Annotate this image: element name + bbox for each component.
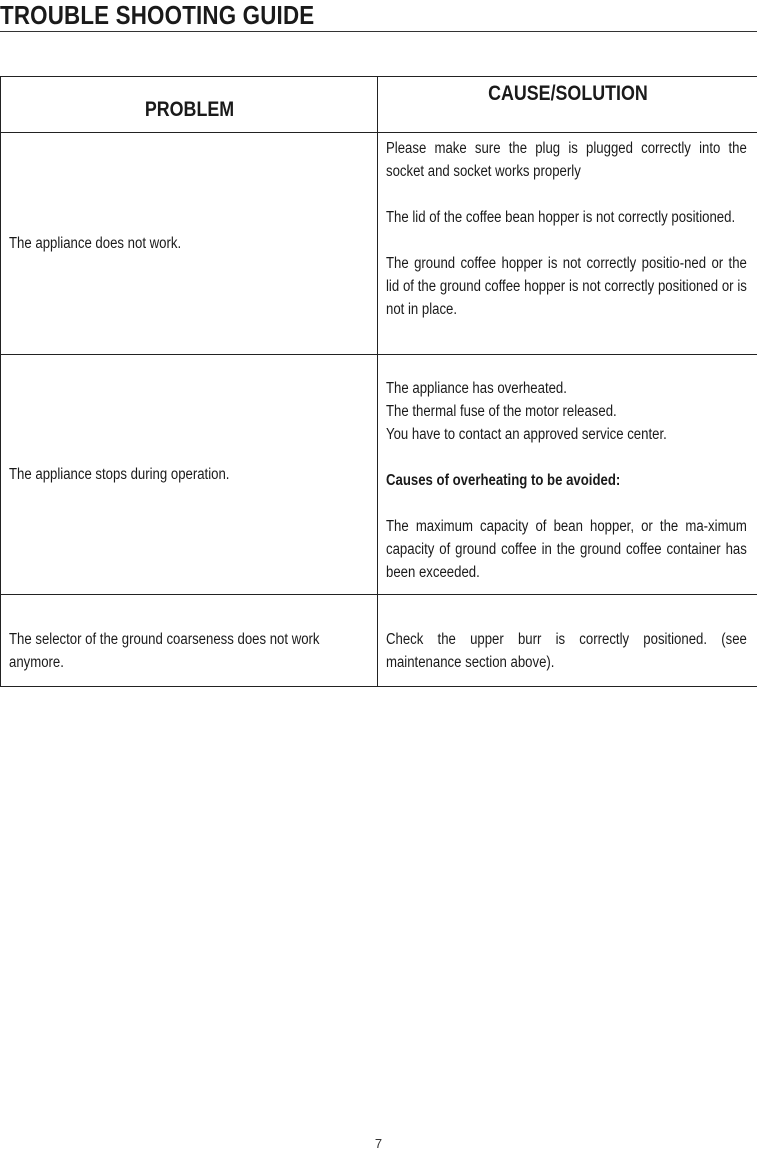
troubleshooting-table bbox=[0, 76, 757, 687]
problem-cell bbox=[1, 133, 378, 355]
causes-text: The maximum capacity of bean hopper, or the ma-ximum capacity of ground coffee in the ground coffee container has been exceeded. bbox=[386, 518, 747, 581]
header-cause-solution: CAUSE/SOLUTION bbox=[378, 77, 757, 133]
solution-text: Check the upper burr is correctly positioned. (see maintenance section above). bbox=[386, 631, 747, 671]
solution-line: You have to contact an approved service center. bbox=[386, 426, 667, 443]
page-number: 7 bbox=[374, 1136, 383, 1151]
problem-cell bbox=[1, 595, 378, 687]
solution-cell bbox=[378, 133, 757, 355]
table-row bbox=[1, 133, 757, 355]
solution-text: The lid of the coffee bean hopper is not correctly positioned. bbox=[386, 209, 736, 226]
solution-text: Please make sure the plug is plugged correctly into the socket and socket works properly bbox=[386, 140, 747, 180]
problem-text: The appliance does not work. bbox=[9, 235, 182, 252]
causes-heading: Causes of overheating to be avoided: bbox=[386, 472, 621, 489]
table-row bbox=[1, 595, 757, 687]
table-row bbox=[1, 355, 757, 595]
problem-text: The appliance stops during operation. bbox=[9, 466, 230, 483]
solution-line: The appliance has overheated. bbox=[386, 380, 567, 397]
solution-line: The thermal fuse of the motor released. bbox=[386, 403, 617, 420]
header-problem: PROBLEM bbox=[1, 77, 378, 133]
problem-cell bbox=[1, 355, 378, 595]
solution-text: The ground coffee hopper is not correctly positio-ned or the lid of the ground coffee hopper is not correctly positioned or is not in place. bbox=[386, 255, 747, 318]
solution-cell bbox=[378, 595, 757, 687]
page-title: TROUBLE SHOOTING GUIDE bbox=[0, 0, 315, 30]
table-header-row bbox=[1, 77, 757, 133]
title-divider bbox=[0, 31, 757, 32]
problem-text: The selector of the ground coarseness does not work anymore. bbox=[9, 631, 320, 671]
solution-cell bbox=[378, 355, 757, 595]
